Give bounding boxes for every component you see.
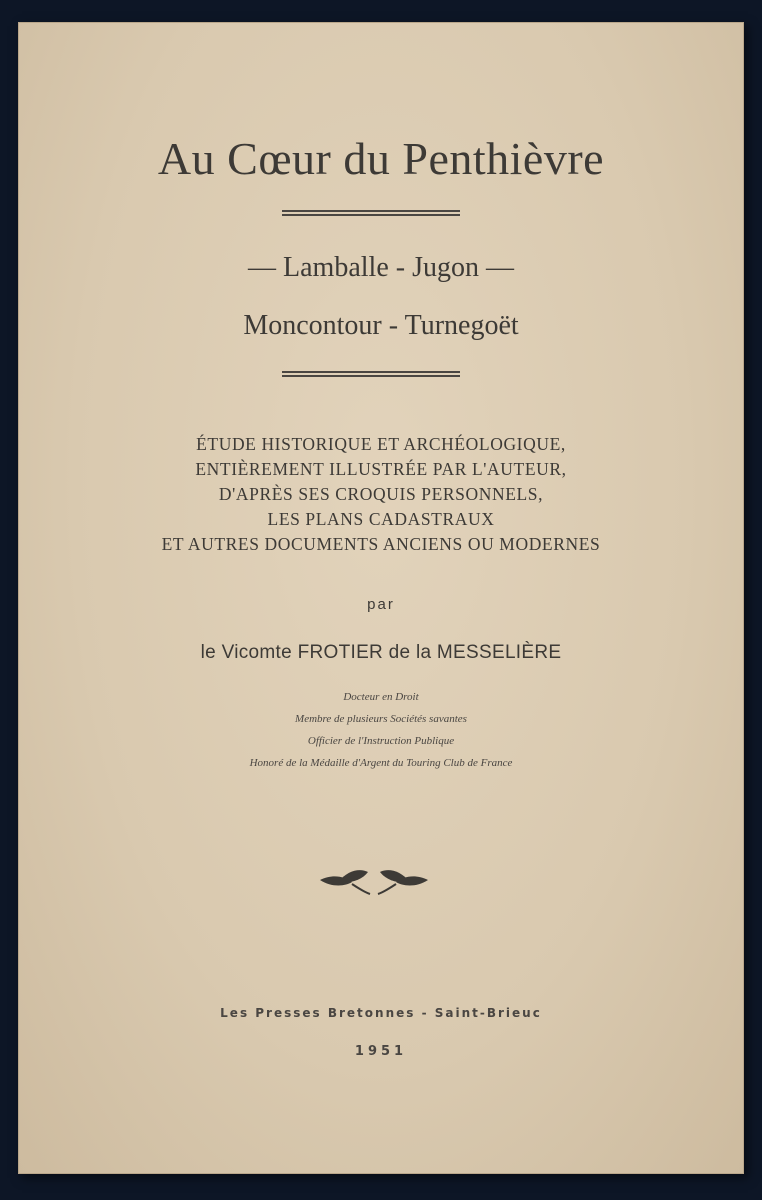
by-label: par [367,596,395,613]
subtitle-divider [282,371,460,377]
credential-line: Officier de l'Instruction Publique [307,735,455,747]
publisher: Les Presses Bretonnes - Saint-Brieuc [220,1006,542,1020]
book-title: Au Cœur du Penthièvre [157,133,605,184]
title-divider [282,210,460,216]
publication-year: 1951 [354,1044,408,1059]
author-name: le Vicomte FROTIER de la MESSELIÈRE [200,642,562,663]
description-line: LES PLANS CADASTRAUX [267,509,495,529]
credential-line: Membre de plusieurs Sociétés savantes [295,713,467,725]
subtitle-line-1: — Lamballe - Jugon — [248,252,514,283]
description-line: ET AUTRES DOCUMENTS ANCIENS OU MODERNES [161,534,601,554]
subtitle-line-2: Moncontour - Turnegoët [243,310,519,341]
author-credentials [18,686,744,774]
double-leaf-ornament-icon [318,866,430,896]
credential-line: Docteur en Droit [343,691,419,703]
description-line: D'APRÈS SES CROQUIS PERSONNELS, [218,484,544,504]
book-title-page [18,22,744,1174]
description-line: ÉTUDE HISTORIQUE ET ARCHÉOLOGIQUE, [196,434,566,454]
credential-line: Honoré de la Médaille d'Argent du Touring Club de France [249,757,513,769]
description-block [18,432,744,557]
description-line: ENTIÈREMENT ILLUSTRÉE PAR L'AUTEUR, [195,459,567,479]
